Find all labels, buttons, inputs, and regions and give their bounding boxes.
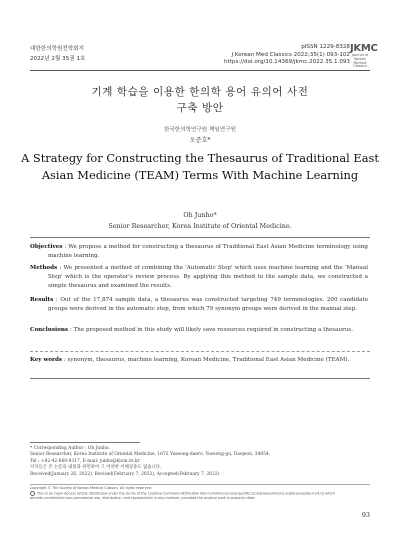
abstract-objectives [30, 243, 368, 261]
footnote-dates: Received(January 26, 2022), Revised(February 7, 2022), Accepted(February 7, 2022) [30, 471, 220, 477]
footnote-conflict: 저자들은 본 논문의 내용과 관련하여 그 어떠한 이해상충도 없습니다. [30, 465, 162, 471]
abstract-conclusions [30, 326, 368, 335]
author-name-ko: 오준호* [189, 137, 211, 144]
author-affiliation-en: Senior Researcher, Korea Institute of Oriental Medicine. [108, 222, 292, 230]
journal-name-ko: 대한한의학원전학회지 [30, 46, 85, 52]
logo-line3: Medical Classics [353, 60, 367, 69]
abstract-methods [30, 264, 368, 290]
objectives-text: : We propose a method for constructing a thesaurus of Traditional East Asian Medicine terminology using machine learning. [48, 244, 368, 259]
page-number: 93 [361, 511, 370, 519]
abstract-results [30, 296, 368, 314]
copyright-line: Copyright © The Society of Korean Medical Classics. All rights reserved. [30, 486, 152, 490]
methods-label: Methods [30, 265, 58, 271]
methods-text: : We presented a method of combining the 'Automatic Step' which uses machine learning and the 'Manual Step' which is the operator's review process. By applying this method to the sample data, we constructed a simple thesaurus and examined the results. [48, 265, 368, 289]
abstract-top-rule [30, 237, 370, 238]
abstract-bottom-rule [30, 378, 370, 379]
journal-header-left [30, 44, 85, 64]
title-en: A Strategy for Constructing the Thesaurus of Traditional East Asian Medicine (TEAM) Terms With Machine Learning [21, 151, 379, 182]
results-text: : Out of the 17,874 sample data, a thesaurus was constructed targeting 749 terminologies. 200 candidate groups were derived in the automatic step, from which 79 synonym groups were derived in the manual step. [48, 297, 369, 312]
logo-line2: Korean [354, 56, 366, 61]
keywords-label: Key words [30, 357, 63, 363]
logo-abbr: JKMC [350, 43, 378, 54]
keywords-divider [30, 351, 370, 352]
issue-info-ko: 2022년 2월 35권 1호 [30, 56, 86, 62]
doi-link[interactable]: https://doi.org/10.14369/jkmc.2022.35.1.093 [223, 59, 350, 66]
keywords-text: : synonym, thesaurus, machine learning, Korean Medicine, Traditional East Asian Medicine (TEAM). [63, 357, 350, 363]
license-line: This is an Open-Access article distributed under the terms of the Creative Commons Attribution Non-Commercial License(http://creativecommons.org/licenses/by-nc/4.0) which [30, 491, 370, 496]
creative-commons-icon [30, 491, 35, 496]
header-divider [30, 70, 370, 71]
pissn: pISSN 1229-8328 [301, 44, 350, 50]
footnote-contact: Tel : +82-42-868-9317, E-mail: junho@kiom.re.kr [30, 458, 140, 464]
license-line-2: permits unrestricted non-commercial use, distribution, and reproduction in any medium, provided the original work is properly cited. [30, 496, 256, 501]
license-divider [30, 484, 370, 485]
objectives-label: Objectives [30, 244, 63, 250]
logo-line1: Journal of [351, 53, 369, 57]
journal-header-right [224, 44, 350, 67]
title-ko-line2: 구축 방안 [176, 102, 224, 114]
results-label: Results [30, 297, 54, 303]
conclusions-text: : The proposed method in this study will likely save resources required in constructing a thesaurus. [69, 327, 354, 333]
footnote [30, 446, 370, 478]
footnote-address: Senior Researcher, Korea Institute of Oriental Medicine, 1672 Yuseong-daero, Yuseong-gu, Daejeon, 34054. [30, 452, 271, 458]
license-block [30, 486, 370, 501]
conclusions-label: Conclusions [30, 327, 69, 333]
title-ko-line1: 기계 학습을 이용한 한의학 용어 유의어 사전 [91, 86, 309, 98]
footnote-corresponding: * Corresponding Author : Oh Junho. [30, 446, 110, 451]
author-name-en: Oh Junho* [183, 211, 217, 219]
journal-logo [350, 43, 378, 69]
abstract-keywords [30, 356, 368, 365]
author-affiliation-ko: 한국한의학연구원 책임연구원 [163, 127, 237, 133]
citation: J Korean Med Classics 2022;35(1) 093-102 [231, 51, 350, 58]
footnote-divider [30, 442, 140, 443]
